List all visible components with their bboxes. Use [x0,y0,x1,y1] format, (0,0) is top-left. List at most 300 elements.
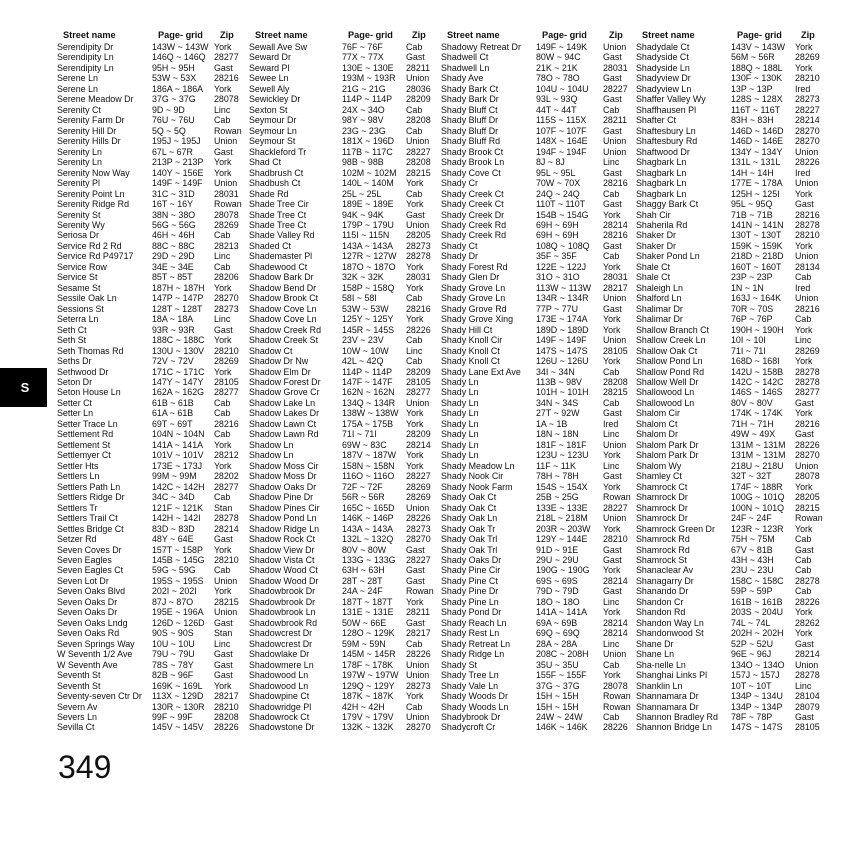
page-grid: 98B ~ 98B [342,157,384,168]
index-entry [636,105,834,115]
street-name: Shamrock Dr [636,502,688,513]
street-name: Shady Ln [441,429,479,440]
index-entry [57,189,255,199]
index-entry [441,367,642,377]
zip-code: Union [795,659,819,670]
street-name: Seymour St [249,136,296,147]
street-name: Serenity Wy [57,219,105,230]
zip-code: Linc [406,345,423,356]
index-entry [57,660,255,670]
index-entry [249,670,447,680]
page-grid: 23V ~ 23V [342,335,384,346]
zip-code: Union [603,649,627,660]
zip-code: 28210 [214,345,239,356]
street-name: Shaffhausen Pl [636,104,697,115]
zip-code: Cab [214,408,231,419]
zip-code: Linc [214,638,231,649]
zip-code: 28277 [214,387,239,398]
index-entry [636,199,834,209]
zip-code: Cab [406,293,423,304]
index-entry [57,52,255,62]
index-entry [57,262,255,272]
street-name: Seven Oaks Dr [57,596,118,607]
page-grid: 143A ~ 143A [342,523,394,534]
index-entry [249,262,447,272]
street-name: Shadowmere Ln [249,659,314,670]
zip-code: 28278 [795,670,820,681]
zip-code: Gast [603,94,622,105]
zip-code: Gast [214,659,233,670]
street-name: Shady Grove Ln [441,282,506,293]
header-page-grid: Page- grid [348,30,393,40]
page-grid: 146S ~ 146S [731,387,783,398]
index-entry [249,377,447,387]
street-name: Sexton St [249,104,288,115]
zip-code: Rowan [406,586,434,597]
zip-code: York [214,157,232,168]
index-entry [636,189,834,199]
street-name: Shaker Pond Ln [636,251,700,262]
zip-code: York [603,607,621,618]
zip-code: 28208 [406,115,431,126]
index-entry [249,503,447,513]
page-grid: 11F ~ 11K [536,460,576,471]
index-entry [57,105,255,115]
index-entry [636,681,834,691]
page-grid: 70R ~ 70S [731,303,774,314]
zip-code: York [214,167,232,178]
street-name: Shady Oak Tr [441,523,496,534]
zip-code: York [406,261,424,272]
index-entry [636,73,834,83]
street-name: Severn Av [57,701,98,712]
index-entry [57,419,255,429]
zip-code: 28227 [406,554,431,565]
index-entry [57,440,255,450]
page-grid: 187H ~ 187H [152,282,205,293]
street-name: Shady Glen Dr [441,272,500,283]
street-name: Shady Woods Dr [441,691,508,702]
header-page-grid: Page- grid [158,30,203,40]
zip-code: York [214,83,232,94]
zip-code: 28210 [795,73,820,84]
page-grid: 35U ~ 35U [536,659,579,670]
street-name: Shannamara Dr [636,691,699,702]
street-name: Shadowbrook Rd [249,617,318,628]
page-grid: 147Y ~ 147Y [152,377,204,387]
street-name: Shadowbrook Dr [249,596,316,607]
zip-code: Linc [603,596,620,607]
zip-code: Ired [795,167,811,178]
zip-code: 28277 [795,387,820,398]
header-page-grid: Page- grid [542,30,587,40]
street-name: Shadowood Ln [249,670,309,681]
page-grid: 25B ~ 25G [536,492,579,503]
page-grid: 78F ~ 78P [731,712,773,722]
page-grid: 189E ~ 189E [342,199,394,210]
index-entry [636,565,834,575]
index-entry [441,702,642,712]
page-grid: 71I ~ 71I [731,345,766,356]
page-grid: 129Y ~ 144E [536,534,588,545]
index-entry [57,304,255,314]
page-grid: 208C ~ 208H [536,649,589,660]
zip-code: Union [795,460,819,471]
index-entry [57,555,255,565]
street-name: Shade Tree Ct [249,209,307,220]
index-entry [636,304,834,314]
zip-code: Cab [406,638,423,649]
index-entry [441,73,642,83]
zip-code: Cab [214,230,231,241]
index-entry [636,555,834,565]
street-name: Seven Lot Dr [57,575,109,586]
zip-code: York [795,62,813,73]
page-grid: 85T ~ 85T [152,272,193,283]
zip-code: 28210 [603,534,628,545]
index-entry [441,199,642,209]
page-grid: 154B ~ 154G [536,209,589,220]
zip-code: 28273 [214,303,239,314]
page-grid: 23U ~ 23U [731,565,774,576]
index-entry [249,398,447,408]
index-entry [57,722,255,732]
street-name: Seth St [57,335,87,346]
zip-code: Linc [214,251,231,262]
index-entry [441,251,642,261]
index-entry [249,681,447,691]
index-entry [249,649,447,659]
page-grid: 160T ~ 160T [731,261,782,272]
street-name: Shamrock Dr [636,492,688,503]
index-entry [57,272,255,282]
page-grid: 132L ~ 132Q [342,534,394,545]
index-entry [441,304,642,314]
page-grid: 75H ~ 75M [731,534,775,545]
street-name: Sessile Oak Ln [57,293,117,304]
zip-code: 28078 [214,209,239,220]
page-grid: 113B ~ 98V [536,377,582,387]
street-name: Shalom Dr [636,429,678,440]
street-name: Seven Oaks Rd [57,628,120,639]
street-name: Shadow Dr Nw [249,356,309,367]
zip-code: Cab [603,366,620,377]
street-name: Shadowbrook Dr [249,586,316,597]
index-entry [636,272,834,282]
street-name: Shady Ln [441,387,479,398]
street-name: Serenity Hills Dr [57,136,121,147]
page-grid: 56R ~ 56R [342,492,385,503]
page-grid: 218L ~ 218M [536,513,588,524]
page-grid: 23G ~ 23G [342,125,386,136]
index-entry [441,63,642,73]
street-name: Shady Ln [441,439,479,450]
index-entry [249,63,447,73]
column-header [441,30,642,42]
zip-code: 28226 [795,157,820,168]
zip-code: Gast [214,649,233,660]
zip-code: 28273 [406,523,431,534]
street-name: Shamrock St [636,554,687,565]
page-grid: 24F ~ 24F [731,513,772,524]
zip-code: Cab [795,534,812,545]
page-grid: 83H ~ 83H [731,115,774,126]
street-name: Shady Hill Ct [441,324,493,335]
zip-code: 28216 [603,230,628,241]
zip-code: 28216 [795,303,820,314]
street-name: Shanklin Ln [636,680,683,691]
index-entry [57,136,255,146]
zip-code: 28213 [214,240,239,251]
zip-code: Gast [214,617,233,628]
page-grid: 147S ~ 147S [536,345,588,356]
street-name: Shadowrock Ct [249,712,310,722]
zip-code: 28208 [214,712,239,722]
index-entry [249,586,447,596]
street-name: Seven Springs Way [57,638,135,649]
page-grid: 130E ~ 130E [342,62,394,73]
zip-code: 28205 [795,492,820,503]
street-name: Shady Cove Ct [441,167,501,178]
index-entry [636,262,834,272]
index-entry [249,168,447,178]
street-name: Shady Grove Rd [441,303,507,314]
index-entry [636,346,834,356]
page-grid: 125H ~ 125I [731,188,780,199]
index-entry [441,241,642,251]
index-entry [249,545,447,555]
street-name: Shady Oak Ct [441,502,497,513]
page-grid: 116O ~ 116O [342,471,395,482]
street-name: Shamrock Green Dr [636,523,715,534]
zip-code: York [406,282,424,293]
street-name: Settlers Tr [57,502,98,513]
page-grid: 95L ~ 95L [536,167,576,178]
index-entry [249,524,447,534]
street-name: Shadow Forest Dr [249,377,321,387]
street-name: Serenity Farm Dr [57,115,125,126]
street-name: Shadow Ln [249,450,294,461]
index-entry [249,628,447,638]
index-entry [636,545,834,555]
page-grid: 134Q ~ 134R [342,397,396,408]
street-name: Serenity St [57,209,101,220]
street-name: Shah Cir [636,209,671,220]
page-grid: 162A ~ 162G [152,387,205,398]
street-name: Shadow Brook Ct [249,293,319,304]
index-entry [249,147,447,157]
street-name: Setter Ct [57,397,93,408]
index-entry [441,314,642,324]
zip-code: York [603,450,621,461]
page-grid: 91D ~ 91E [536,544,579,555]
zip-code: 28202 [214,471,239,482]
street-name: Seven Oaks Dr [57,607,118,618]
zip-code: 28270 [795,125,820,136]
page-grid: 29U ~ 29U [536,554,579,565]
index-entry [249,335,447,345]
zip-code: Rowan [603,691,631,702]
street-name: Serenity Ln [57,146,102,157]
street-name: Shady Lane Ext Ave [441,366,521,377]
header-street-name: Street name [63,30,116,40]
street-name: Sessions St [57,303,104,314]
page-grid: 145B ~ 145G [152,554,205,565]
index-column-1 [57,30,255,733]
street-name: Serenity Point Ln [57,188,125,199]
zip-code: York [214,544,232,555]
zip-code: York [603,523,621,534]
page-grid: 128T ~ 128T [152,303,203,314]
index-entry [441,189,642,199]
zip-code: 28216 [795,209,820,220]
street-name: Shafter Ct [636,115,676,126]
zip-code: Linc [603,460,620,471]
page-grid: 100G ~ 101Q [731,492,785,503]
zip-code: Cab [603,712,620,722]
page-grid: 93R ~ 93R [152,324,195,335]
index-entry [636,450,834,460]
zip-code: 28212 [214,450,239,461]
street-name: Shadybrook Dr [441,712,501,722]
index-entry [441,492,642,502]
zip-code: 28278 [214,513,239,524]
street-name: Shane Dr [636,638,674,649]
page-grid: 34N ~ 34S [536,397,579,408]
index-entry [441,220,642,230]
page-grid: 107F ~ 107F [536,125,587,136]
zip-code: York [795,240,813,251]
page-grid: 128O ~ 129K [342,628,395,639]
street-name: Serene Ln [57,83,98,94]
page-grid: 80V ~ 80V [731,397,773,408]
zip-code: Union [214,178,238,189]
page-grid: 142C ~ 142H [152,481,205,492]
index-entry [441,597,642,607]
street-name: Seven Oaks Blvd [57,586,126,597]
index-entry [441,52,642,62]
index-entry [57,628,255,638]
page-grid: 173E ~ 174A [536,314,588,325]
page-grid: 146K ~ 146K [536,722,588,733]
zip-code: Gast [406,544,425,555]
street-name: Shady Oaks Dr [441,554,502,565]
index-entry [249,618,447,628]
street-name: Shannamara Dr [636,701,699,712]
index-entry [249,482,447,492]
street-name: Shady Creek Ct [441,188,504,199]
index-entry [249,136,447,146]
page-grid: 132K ~ 132K [342,722,394,733]
zip-code: 28210 [795,230,820,241]
index-entry [441,628,642,638]
street-name: Settlement Rd [57,429,114,440]
page-grid: 59M ~ 59N [342,638,386,649]
index-entry [636,210,834,220]
zip-code: York [406,460,424,471]
page-grid: 149F ~ 149F [536,335,587,346]
zip-code: Gast [603,544,622,555]
street-name: Shandon Cr [636,596,684,607]
street-name: Shalom Wy [636,460,682,471]
street-name: Shadow Ridge Ln [249,523,320,534]
street-name: Shalom Cir [636,408,680,419]
zip-code: 28031 [603,62,628,73]
street-name: Shadow Bend Dr [249,282,317,293]
zip-code: Union [795,146,819,157]
zip-code: 28269 [214,219,239,230]
index-entry [249,712,447,722]
street-name: Shadowcrest Dr [249,638,313,649]
index-entry [441,660,642,670]
street-name: Settlers Path Ln [57,481,121,492]
index-entry [249,660,447,670]
index-entry [636,147,834,157]
zip-code: Cab [795,586,812,597]
index-entry [636,325,834,335]
street-name: Shady Grove Xing [441,314,514,325]
page-grid: 70W ~ 70X [536,178,581,189]
zip-code: Gast [603,303,622,314]
page-grid: 90S ~ 90S [152,628,194,639]
zip-code: Union [795,293,819,304]
index-entry [636,482,834,492]
zip-code: Linc [795,335,812,346]
zip-code: Cab [795,554,812,565]
index-entry [57,157,255,167]
street-name: Shaker Dr [636,240,676,251]
page-grid: 52P ~ 52U [731,638,774,649]
street-name: Shadow Pond Ln [249,513,317,524]
page-grid: 133E ~ 133E [536,502,588,513]
index-entry [441,210,642,220]
page-grid: 177E ~ 178A [731,178,783,189]
zip-code: 28227 [795,104,820,115]
page-grid: 114P ~ 114P [342,94,393,105]
index-entry [57,524,255,534]
street-name: Shagbark Ln [636,157,687,168]
page-grid: 76F ~ 76F [342,42,383,52]
zip-code: 28226 [603,722,628,733]
zip-code: 28262 [795,617,820,628]
page-grid: 143W ~ 143W [152,42,209,52]
page-grid: 69S ~ 69S [536,575,578,586]
page-grid: 69T ~ 69T [152,418,193,429]
zip-code: 28104 [795,691,820,702]
zip-code: 28031 [603,272,628,283]
zip-code: 28277 [406,387,431,398]
page-grid: 24X ~ 34O [342,104,385,115]
page-grid: 169K ~ 169L [152,680,203,691]
page-grid: 72V ~ 72V [152,356,194,367]
index-entry [249,691,447,701]
index-entry [441,42,642,52]
zip-code: Stan [214,502,233,513]
zip-code: Union [795,251,819,262]
page-grid: 80V ~ 80W [342,544,387,555]
index-entry [249,419,447,429]
index-entry [636,377,834,387]
index-entry [441,618,642,628]
street-name: Shadow Vista Ct [249,554,315,565]
index-entry [249,450,447,460]
page-grid: 113W ~ 113W [536,282,592,293]
page-grid: 24W ~ 24W [536,712,583,722]
page-grid: 141N ~ 141N [731,219,784,230]
zip-code: Cab [214,261,231,272]
index-entry [57,335,255,345]
zip-code: Cab [603,659,620,670]
